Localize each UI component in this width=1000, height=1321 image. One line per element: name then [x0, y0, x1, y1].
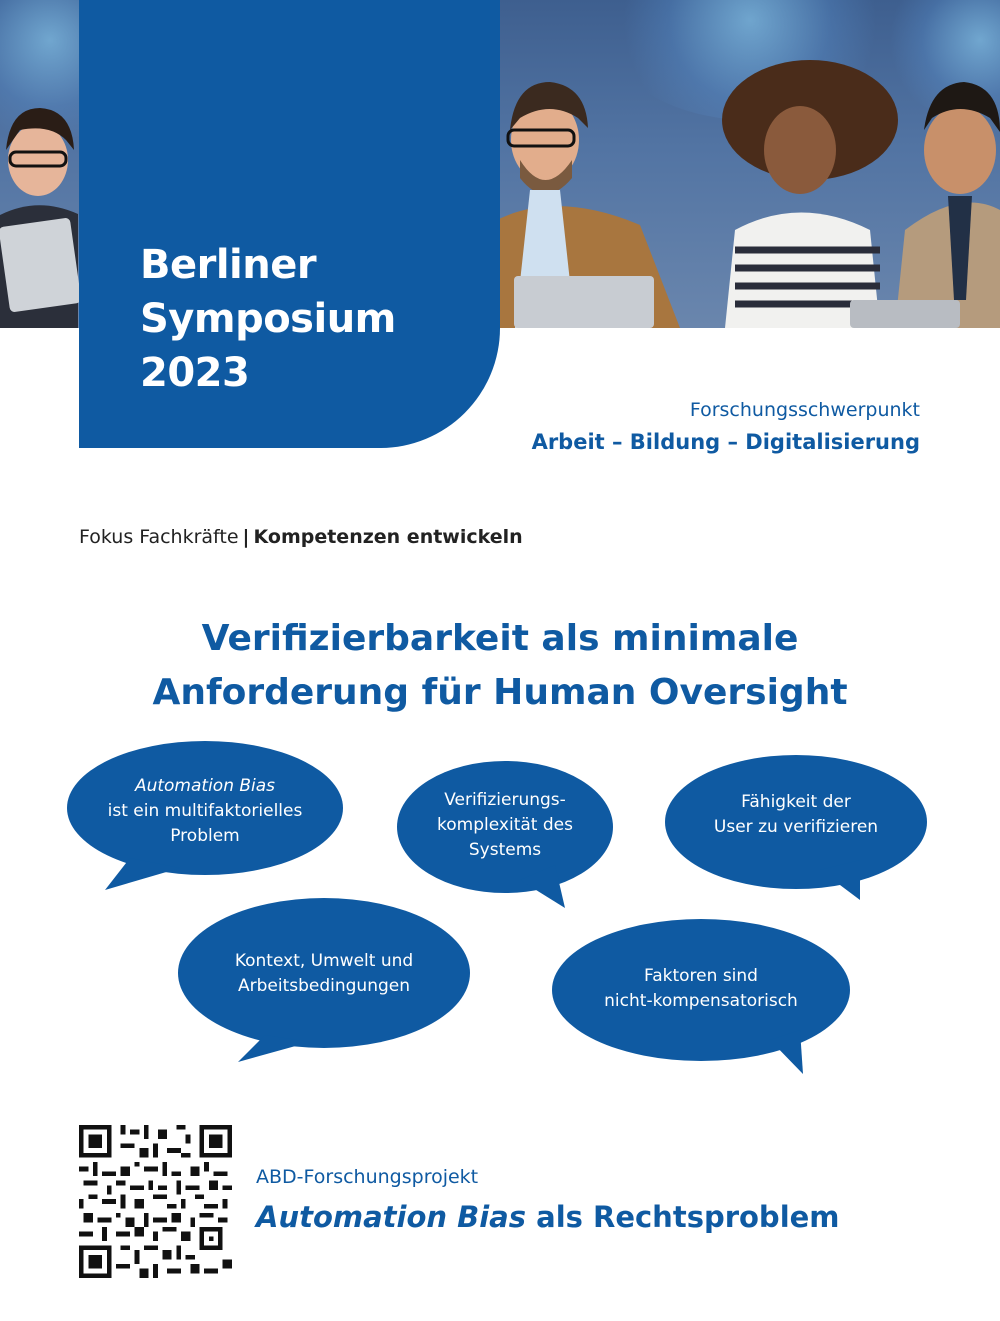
project-title — [256, 1200, 840, 1234]
bubble-text-2 — [405, 788, 605, 863]
event-title — [140, 238, 396, 400]
bubble-line: Fähigkeit der — [741, 792, 851, 812]
fokus-line — [79, 526, 523, 548]
bubble-line: Problem — [170, 826, 240, 846]
bubble-text-1 — [72, 774, 338, 849]
project-title-rest: als Rechtsproblem — [536, 1200, 840, 1234]
title-line: Symposium — [140, 296, 396, 342]
bubble-line: Faktoren sind — [644, 966, 758, 986]
project-title-italic: Automation Bias — [256, 1200, 527, 1234]
fokus-left: Fokus Fachkräfte — [79, 526, 239, 548]
bubble-line: Arbeitsbedingungen — [237, 976, 411, 996]
research-focus — [532, 396, 920, 460]
qr-code-icon[interactable] — [79, 1125, 232, 1278]
bubble-line: Systems — [468, 840, 542, 860]
headline-line: Verifizierbarkeit als minimale — [201, 618, 799, 659]
title-line: 2023 — [140, 350, 250, 396]
bubble-line: User zu verifizieren — [713, 817, 879, 837]
bubble-text-5 — [562, 964, 840, 1014]
title-line: Berliner — [140, 242, 317, 288]
bubble-italic: Automation Bias — [134, 776, 276, 796]
project-label: ABD-Forschungsprojekt — [256, 1166, 479, 1188]
bubble-text-4 — [190, 949, 458, 999]
bubble-line: komplexität des — [437, 815, 573, 835]
headline-line: Anforderung für Human Oversight — [152, 672, 848, 713]
bubble-line: Kontext, Umwelt und — [234, 951, 414, 971]
bubble-line: ist ein multifaktorielles — [107, 801, 303, 821]
focus-topic: Arbeit – Bildung – Digitalisierung — [531, 430, 920, 454]
fokus-separator: | — [242, 526, 250, 548]
fokus-right: Kompetenzen entwickeln — [253, 526, 523, 548]
bubble-text-3 — [670, 790, 922, 840]
bubble-line: nicht-kompensatorisch — [604, 991, 798, 1011]
bubble-line: Verifizierungs- — [444, 790, 566, 810]
focus-label: Forschungsschwerpunkt — [689, 399, 920, 421]
headline — [0, 612, 1000, 720]
